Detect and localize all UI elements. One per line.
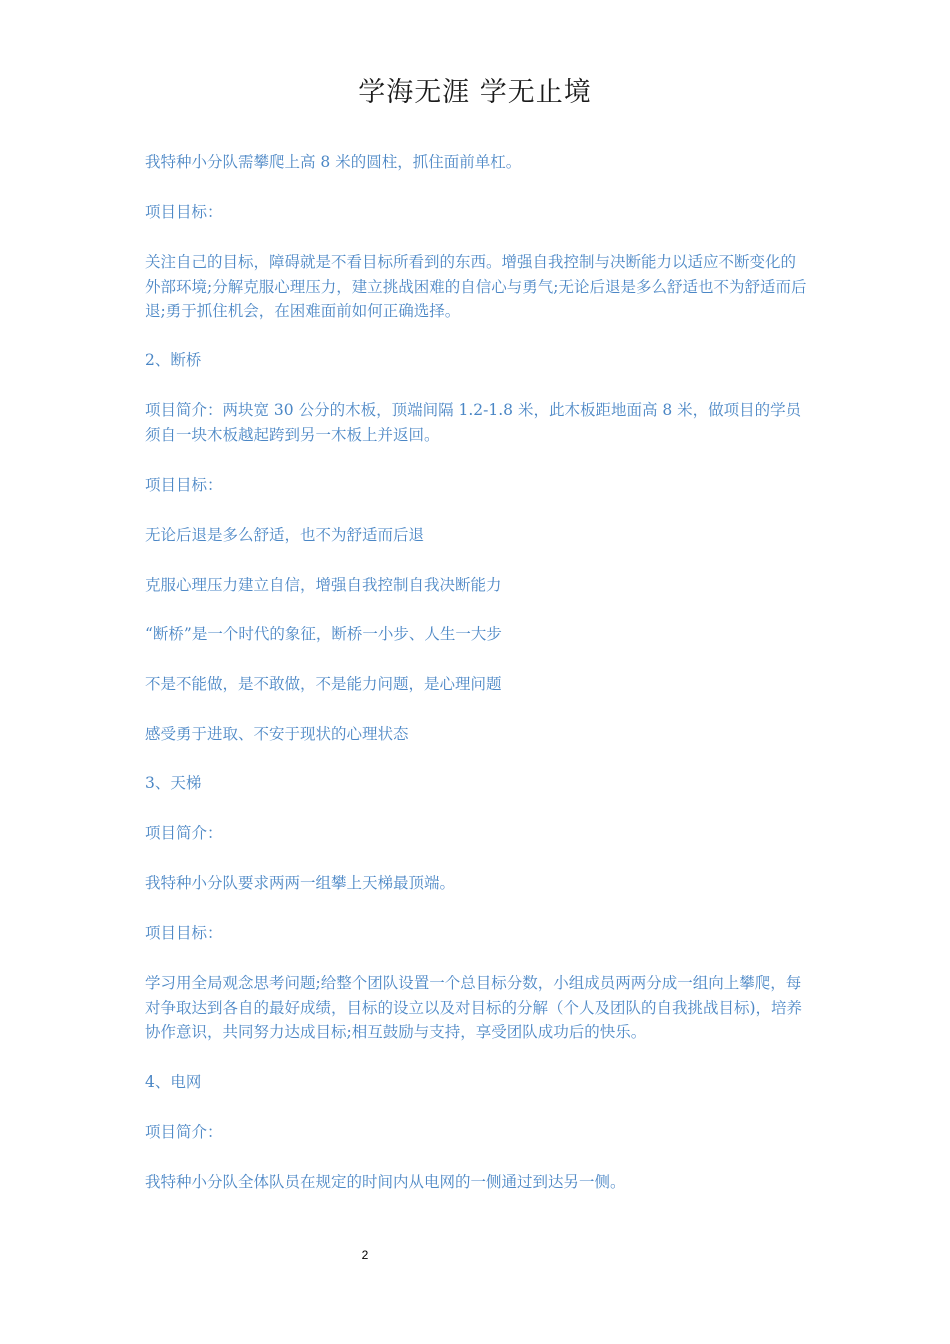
paragraph-goal-line-3: “断桥”是一个时代的象征，断桥一小步、人生一大步	[145, 625, 502, 643]
paragraph-goal-line-5: 感受勇于进取、不安于现状的心理状态	[145, 725, 409, 743]
paragraph-goal-heading-1: 项目目标：	[145, 203, 223, 221]
paragraph-intro-broken-bridge: 项目简介：两块宽 30 公分的木板，顶端间隔 1.2-1.8 米，此木板距地面高 8 米，做项目的学员须自一块木板越起跨到另一木板上并返回。	[145, 401, 802, 444]
paragraph-goal-text-3: 学习用全局观念思考问题;给整个团队设置一个总目标分数，小组成员两两分成一组向上攀爬，每对争取达到各自的最好成绩，目标的设立以及对目标的分解（个人及团队的自我挑战目标)，培养协作意识，共同努力达成目标;相互鼓励与支持，享受团队成功后的快乐。	[145, 974, 803, 1041]
paragraph-goal-line-2: 克服心理压力建立自信，增强自我控制自我决断能力	[145, 576, 502, 594]
section-heading-broken-bridge: 2、断桥	[145, 351, 202, 369]
paragraph-goal-heading-2: 项目目标：	[145, 476, 223, 494]
paragraph-goal-line-1: 无论后退是多么舒适，也不为舒适而后退	[145, 526, 425, 544]
paragraph-goal-text-1: 关注自己的目标，障碍就是不看目标所看到的东西。增强自我控制与决断能力以适应不断变化的外部环境;分解克服心理压力，建立挑战困难的自信心与勇气;无论后退是多么舒适也不为舒适而后退;勇于抓住机会，在困难面前如何正确选择。	[145, 253, 807, 320]
paragraph-goal-heading-3: 项目目标：	[145, 924, 223, 942]
paragraph-intro-heading-3: 项目简介：	[145, 824, 223, 842]
paragraph-intro-sky-ladder: 我特种小分队要求两两一组攀上天梯最顶端。	[145, 874, 456, 892]
paragraph-goal-line-4: 不是不能做，是不敢做，不是能力问题，是心理问题	[145, 675, 502, 693]
section-heading-electric-net: 4、电网	[145, 1073, 202, 1091]
paragraph-intro-pillar: 我特种小分队需攀爬上高 8 米的圆柱，抓住面前单杠。	[145, 153, 522, 171]
section-heading-sky-ladder: 3、天梯	[145, 774, 202, 792]
header-title: 学海无涯 学无止境	[358, 77, 592, 108]
paragraph-intro-electric-net: 我特种小分队全体队员在规定的时间内从电网的一侧通过到达另一侧。	[145, 1173, 626, 1191]
page-number: 2	[361, 1248, 369, 1262]
paragraph-intro-heading-4: 项目简介：	[145, 1123, 223, 1141]
